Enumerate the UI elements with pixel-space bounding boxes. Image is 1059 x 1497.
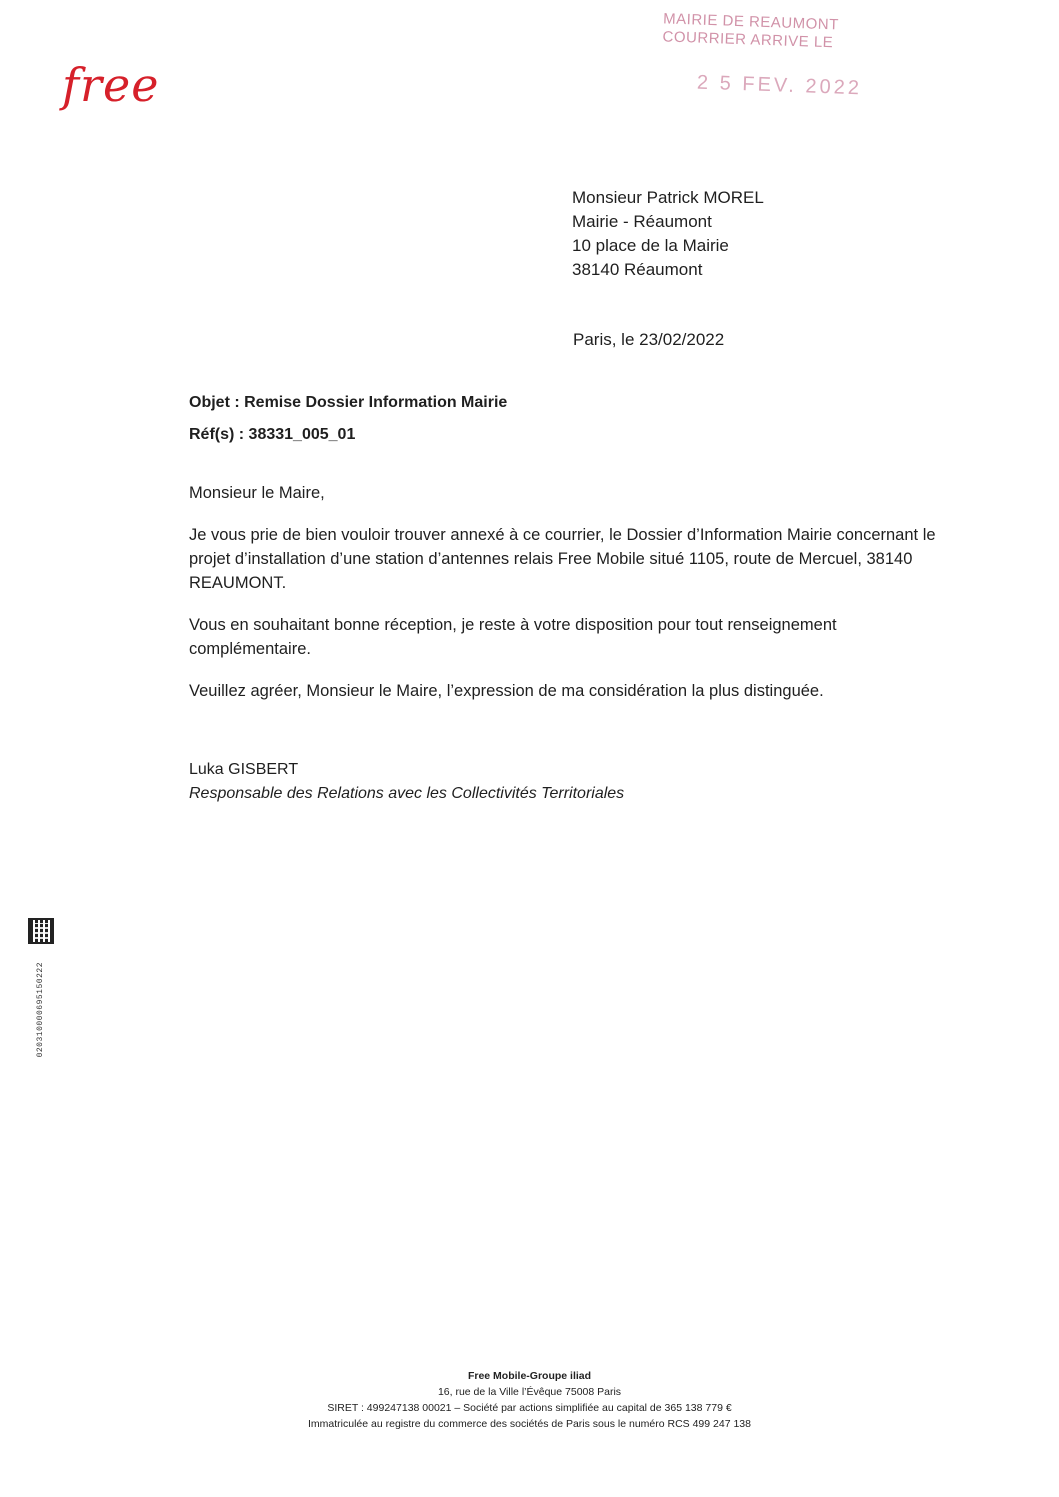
signer-name: Luka GISBERT	[189, 761, 299, 778]
recipient-street: 10 place de la Mairie	[572, 236, 729, 255]
stamp-line-2: COURRIER ARRIVE LE	[662, 28, 834, 52]
stamp-date: 2 5 FEV. 2022	[696, 71, 863, 100]
reception-stamp	[661, 10, 874, 100]
footer-address: 16, rue de la Ville l’Évêque 75008 Paris	[437, 1386, 622, 1398]
side-tracking-code: 020310000695150222	[36, 962, 45, 1058]
recipient-name: Monsieur Patrick MOREL	[572, 188, 764, 207]
subject-objet: Objet : Remise Dossier Information Mairie	[189, 394, 508, 411]
salutation: Monsieur le Maire,	[189, 484, 325, 502]
qr-code-icon	[28, 918, 54, 944]
subject-block	[189, 387, 507, 451]
letter-date: Paris, le 23/02/2022	[573, 330, 725, 349]
footer-company: Free Mobile-Groupe iliad	[467, 1370, 592, 1382]
body-paragraph-1: Je vous prie de bien vouloir trouver annexé à ce courrier, le Dossier d’Information Mairie concernant le projet d’installation d’une station d’antennes relais Free Mobile situé 1105, route de Mercuel, 38140 REAUMONT.	[189, 526, 936, 592]
letter-body	[189, 481, 959, 721]
body-paragraph-2: Vous en souhaitant bonne réception, je reste à votre disposition pour tout renseignement complémentaire.	[189, 616, 837, 658]
stamp-line-1: MAIRIE DE REAUMONT	[662, 10, 840, 34]
recipient-address	[572, 186, 764, 282]
footer-siret: SIRET : 499247138 00021 – Société par actions simplifiée au capital de 365 138 779 €	[327, 1402, 732, 1414]
body-paragraph-3: Veuillez agréer, Monsieur le Maire, l’expression de ma considération la plus distinguée.	[189, 682, 824, 700]
signer-role: Responsable des Relations avec les Collectivités Territoriales	[189, 785, 625, 802]
footer	[0, 1368, 1059, 1432]
signature-block	[189, 758, 624, 806]
qr-pattern	[33, 923, 49, 939]
subject-ref: Réf(s) : 38331_005_01	[189, 426, 356, 443]
recipient-city: 38140 Réaumont	[572, 260, 703, 279]
free-logo: free	[62, 58, 160, 112]
recipient-org: Mairie - Réaumont	[572, 212, 712, 231]
footer-rcs: Immatriculée au registre du commerce des sociétés de Paris sous le numéro RCS 499 247 138	[308, 1418, 751, 1430]
